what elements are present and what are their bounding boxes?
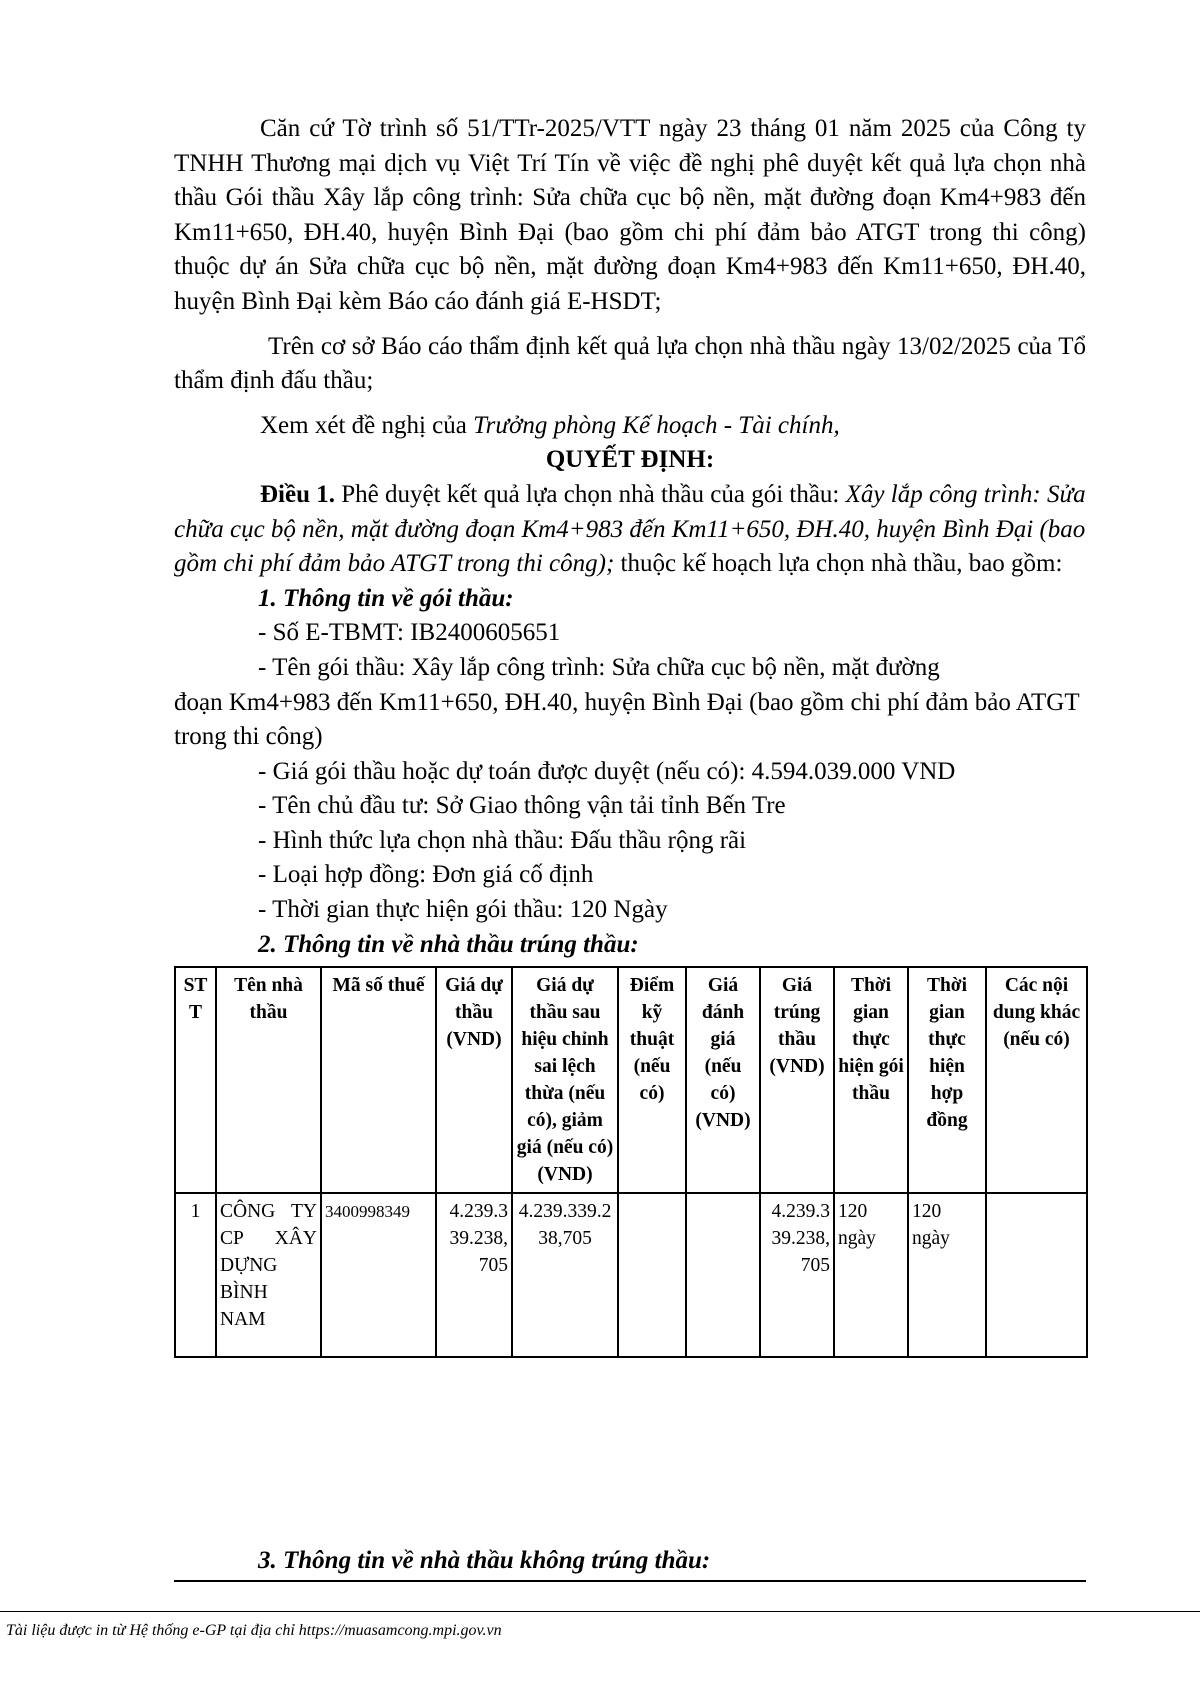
cell-tax-code: 3400998349 xyxy=(321,1193,436,1357)
cell-other xyxy=(986,1193,1087,1357)
section-3 xyxy=(174,1544,1086,1578)
article-1-label: Điều 1. xyxy=(260,480,335,508)
table-row xyxy=(175,1193,1087,1357)
article-1-text: Phê duyệt kết quả lựa chọn nhà thầu của gói thầu: xyxy=(335,480,846,508)
consideration-role: Trưởng phòng Kế hoạch - Tài chính, xyxy=(473,411,840,439)
paragraph-consideration xyxy=(174,409,1086,444)
header-other: Các nội dung khác (nếu có) xyxy=(986,967,1087,1193)
article-1-tail: thuộc kế hoạch lựa chọn nhà thầu, bao gồm: xyxy=(614,550,1063,578)
header-stt: STT xyxy=(175,967,216,1193)
package-name-line: - Tên gói thầu: Xây lắp công trình: Sửa chữa cục bộ nền, mặt đường xyxy=(258,653,940,681)
footer-source-note: Tài liệu được in từ Hệ thống e-GP tại địa chỉ https://muasamcong.mpi.gov.vn xyxy=(6,1622,502,1639)
header-technical-score: Điểm kỹ thuật (nếu có) xyxy=(618,967,686,1193)
table-header-row xyxy=(175,967,1087,1193)
header-evaluated-price: Giá đánh giá (nếu có) (VND) xyxy=(686,967,760,1193)
cell-award-price: 4.239.339.238,705 xyxy=(760,1193,834,1357)
contract-type-line: - Loại hợp đồng: Đơn giá cố định xyxy=(258,861,594,889)
header-tax-code: Mã số thuế xyxy=(321,967,436,1193)
paragraph-legal-basis-2: Trên cơ sở Báo cáo thẩm định kết quả lựa chọn nhà thầu ngày 13/02/2025 của Tổ thẩm định đấu thầu; xyxy=(174,332,1086,395)
cell-package-time: 120 ngày xyxy=(834,1193,908,1357)
paragraph-legal-basis-1: Căn cứ Tờ trình số 51/TTr-2025/VTT ngày 23 tháng 01 năm 2025 của Công ty TNHH Thương mại dịch vụ Việt Trí Tín về việc đề nghị phê duyệt kết quả lựa chọn nhà thầu Gói thầu Xây lắp công trình: Sửa chữa cục bộ nền, mặt đường đoạn Km4+983 đến Km11+650, ĐH.40, huyện Bình Đại (bao gồm chi phí đảm bảo ATGT trong thi công) thuộc dự án Sửa chữa cục bộ nền, mặt đường đoạn Km4+983 đến Km11+650, ĐH.40, huyện Bình Đại kèm Báo cáo đánh giá E-HSDT; xyxy=(174,115,1086,315)
article-1-package: Xây lắp công trình: Sửa chữa cục bộ nền, mặt đường đoạn Km4+983 đến Km11+650, ĐH.40, huyện Bình Đại (bao gồm chi phí đảm bảo ATGT trong thi công); xyxy=(174,480,1086,578)
duration-line: - Thời gian thực hiện gói thầu: 120 Ngày xyxy=(258,896,668,924)
footer-divider xyxy=(0,1611,1200,1612)
cell-technical-score xyxy=(618,1193,686,1357)
header-award-price: Giá trúng thầu (VND) xyxy=(760,967,834,1193)
section-3-heading: 3. Thông tin về nhà thầu không trúng thầu: xyxy=(258,1547,711,1574)
package-price-line: - Giá gói thầu hoặc dự toán được duyệt (nếu có): 4.594.039.000 VND xyxy=(258,757,956,785)
header-package-time: Thời gian thực hiện gói thầu xyxy=(834,967,908,1193)
etbmt-line: - Số E-TBMT: IB2400605651 xyxy=(258,619,561,647)
cell-evaluated-price xyxy=(686,1193,760,1357)
header-contract-time: Thời gian thực hiện hợp đồng xyxy=(908,967,986,1193)
cell-contract-time: 120 ngày xyxy=(908,1193,986,1357)
header-bid-price: Giá dự thầu (VND) xyxy=(436,967,512,1193)
document-body xyxy=(174,112,1086,1358)
section-2-heading: 2. Thông tin về nhà thầu trúng thầu: xyxy=(258,930,639,958)
cell-stt: 1 xyxy=(175,1193,216,1357)
article-1 xyxy=(174,478,1086,582)
investor-line: - Tên chủ đầu tư: Sở Giao thông vận tải tỉnh Bến Tre xyxy=(258,792,786,820)
cell-bidder-name: CÔNG TY CP XÂY DỰNG BÌNH NAM xyxy=(216,1193,321,1357)
cell-bid-price: 4.239.339.238,705 xyxy=(436,1193,512,1357)
section-1-heading: 1. Thông tin về gói thầu: xyxy=(258,584,514,612)
winning-bidder-table xyxy=(174,966,1088,1358)
cell-adjusted-price: 4.239.339.238,705 xyxy=(512,1193,618,1357)
decision-title: QUYẾT ĐỊNH: xyxy=(545,446,715,474)
selection-method-line: - Hình thức lựa chọn nhà thầu: Đấu thầu rộng rãi xyxy=(258,826,747,854)
header-adjusted-price: Giá dự thầu sau hiệu chỉnh sai lệch thừa (nếu có), giảm giá (nếu có) (VND) xyxy=(512,967,618,1193)
header-bidder-name: Tên nhà thầu xyxy=(216,967,321,1193)
consideration-prefix: Xem xét đề nghị của xyxy=(260,411,474,439)
package-name-continuation: đoạn Km4+983 đến Km11+650, ĐH.40, huyện Bình Đại (bao gồm chi phí đảm bảo ATGT trong thi công) xyxy=(174,688,1080,751)
document-bottom-rule xyxy=(174,1580,1086,1582)
